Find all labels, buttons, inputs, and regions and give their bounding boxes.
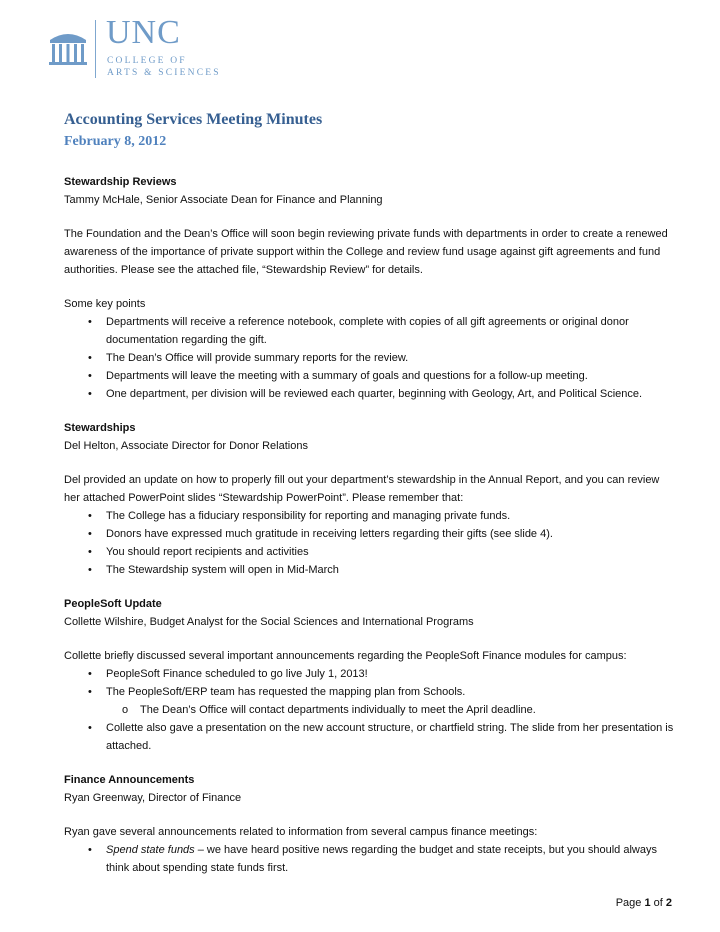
section-paragraph: Collette briefly discussed several important announcements regarding the PeopleSoft Finance modules for campus: bbox=[64, 650, 627, 662]
bullet-list bbox=[64, 507, 676, 579]
old-well-icon bbox=[46, 26, 90, 70]
list-item: • The Stewardship system will open in Mid-March bbox=[64, 561, 676, 579]
bullet-icon: • bbox=[88, 370, 92, 382]
list-item: • The PeopleSoft/ERP team has requested the mapping plan from Schools. o The Dean’s Office will contact departments individually to meet the April deadline. bbox=[64, 683, 676, 719]
list-item: • Spend state funds – we have heard positive news regarding the budget and state receipts, but you should always think about spending state funds first. bbox=[64, 841, 676, 877]
list-item: • Departments will receive a reference notebook, complete with copies of all gift agreements or original donor documentation regarding the gift. bbox=[64, 313, 676, 349]
list-item: • You should report recipients and activities bbox=[64, 543, 676, 561]
section-heading-peoplesoft-update: PeopleSoft Update bbox=[64, 598, 162, 610]
section-heading-finance-announcements: Finance Announcements bbox=[64, 774, 195, 786]
logo-wordmark: UNC bbox=[106, 14, 181, 51]
list-item: • The College has a fiduciary responsibility for reporting and managing private funds. bbox=[64, 507, 676, 525]
section-presenter: Tammy McHale, Senior Associate Dean for Finance and Planning bbox=[64, 194, 383, 206]
list-item: • One department, per division will be reviewed each quarter, beginning with Geology, Art, and Political Science. bbox=[64, 385, 676, 403]
document-title: Accounting Services Meeting Minutes bbox=[64, 111, 323, 128]
section-paragraph: The Foundation and the Dean’s Office will soon begin reviewing private funds with departments in order to create a renewed awareness of the importance of private support within the College and review fund usage against gift agreements and fund authorities. Please see the attached file, “Stewardship Review” for details. bbox=[64, 228, 668, 276]
list-item: • Donors have expressed much gratitude in receiving letters regarding their gifts (see slide 4). bbox=[64, 525, 676, 543]
sub-list-item: o The Dean’s Office will contact departments individually to meet the April deadline. bbox=[106, 701, 676, 719]
bullet-icon: • bbox=[88, 722, 92, 734]
sub-bullet-list bbox=[106, 701, 676, 719]
unc-logo bbox=[46, 14, 246, 78]
logo-divider bbox=[95, 20, 96, 78]
bullet-list bbox=[64, 665, 676, 755]
bullet-icon: • bbox=[88, 564, 92, 576]
bullet-icon: • bbox=[88, 510, 92, 522]
list-item: • PeopleSoft Finance scheduled to go live July 1, 2013! bbox=[64, 665, 676, 683]
bullet-icon: • bbox=[88, 686, 92, 698]
section-presenter: Collette Wilshire, Budget Analyst for the Social Sciences and International Programs bbox=[64, 616, 474, 628]
bullet-icon: • bbox=[88, 352, 92, 364]
document-date: February 8, 2012 bbox=[64, 134, 167, 149]
bullet-list bbox=[64, 841, 676, 877]
section-heading-stewardships: Stewardships bbox=[64, 422, 136, 434]
key-points-lead: Some key points bbox=[64, 298, 146, 310]
section-presenter: Ryan Greenway, Director of Finance bbox=[64, 792, 242, 804]
list-item: • The Dean’s Office will provide summary reports for the review. bbox=[64, 349, 676, 367]
list-item: • Collette also gave a presentation on the new account structure, or chartfield string. The slide from her presentation is attached. bbox=[64, 719, 676, 755]
logo-line-2: ARTS & SCIENCES bbox=[107, 68, 221, 78]
bullet-icon: • bbox=[88, 546, 92, 558]
list-item: • Departments will leave the meeting with a summary of goals and questions for a follow-up meeting. bbox=[64, 367, 676, 385]
bullet-icon: • bbox=[88, 316, 92, 328]
document-body bbox=[64, 109, 676, 877]
bullet-icon: • bbox=[88, 668, 92, 680]
logo-line-1: COLLEGE OF bbox=[107, 56, 187, 66]
page-number: Page 1 of 2 bbox=[615, 897, 672, 909]
section-paragraph: Ryan gave several announcements related to information from several campus finance meetings: bbox=[64, 826, 538, 838]
section-paragraph: Del provided an update on how to properly fill out your department’s stewardship in the Annual Report, and you can review her attached PowerPoint slides “Stewardship PowerPoint”. Please remember that: bbox=[64, 474, 660, 504]
section-heading-stewardship-reviews: Stewardship Reviews bbox=[64, 176, 177, 188]
section-presenter: Del Helton, Associate Director for Donor Relations bbox=[64, 440, 308, 452]
bullet-icon: • bbox=[88, 844, 92, 856]
bullet-icon: • bbox=[88, 388, 92, 400]
sub-bullet-icon: o bbox=[122, 704, 129, 716]
bullet-list bbox=[64, 313, 676, 403]
bullet-icon: • bbox=[88, 528, 92, 540]
